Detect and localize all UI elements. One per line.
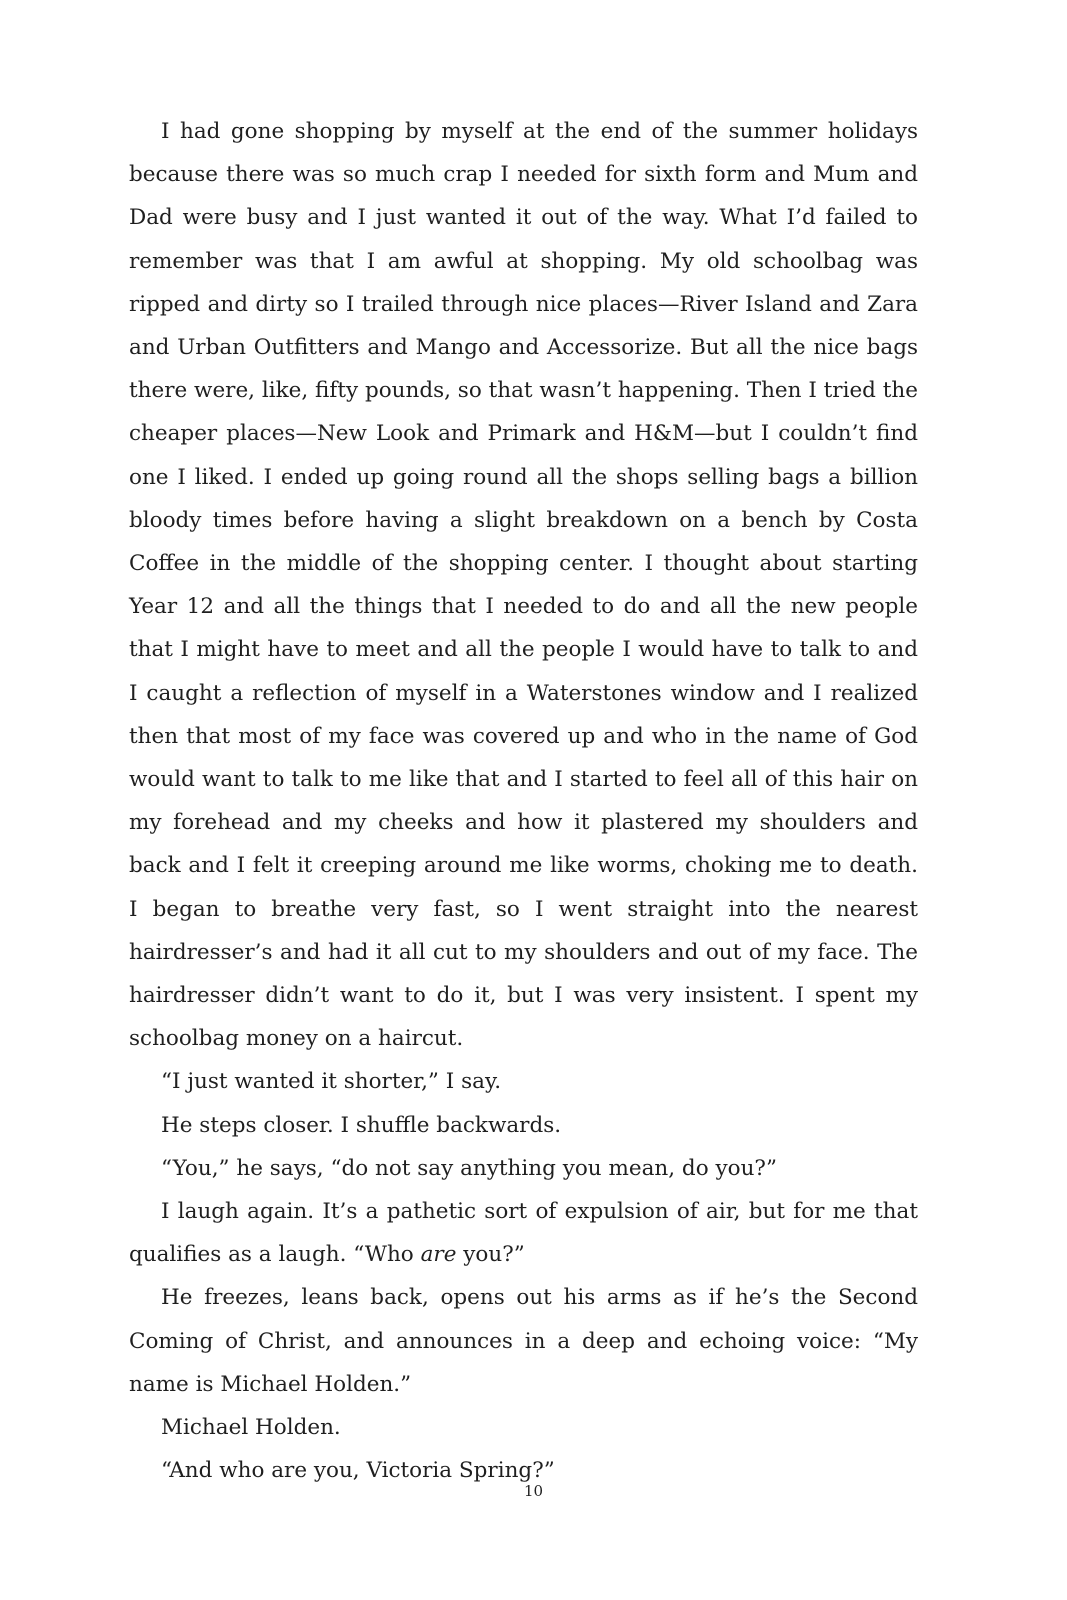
paragraph-6: He freezes, leans back, opens out his arms as if he’s the Second Coming of Christ, and announces in a deep and echoing voice: “My name is Michael Holden.”: [129, 1285, 918, 1397]
paragraph-4: “You,” he says, “do not say anything you mean, do you?”: [161, 1155, 777, 1181]
paragraph-8: “And who are you, Victoria Spring?”: [161, 1458, 555, 1484]
paragraph-5: [129, 1190, 918, 1276]
paragraph-2: “I just wanted it shorter,” I say.: [161, 1069, 502, 1095]
page-number: 10: [523, 1482, 544, 1500]
paragraph-3: He steps closer. I shuffle backwards.: [161, 1112, 562, 1138]
paragraph-7: Michael Holden.: [161, 1415, 341, 1441]
page-body: [129, 110, 918, 1493]
paragraph-5-emphasis: are: [420, 1242, 457, 1268]
paragraph-5-before: I laugh again. It’s a pathetic sort of expulsion of air, but for me that qualifies as a laugh. “Who: [129, 1199, 918, 1268]
paragraph-5-after: you?”: [456, 1242, 525, 1268]
paragraph-1: I had gone shopping by myself at the end of the summer holidays because there was so much crap I needed for sixth form and Mum and Dad were busy and I just wanted it out of the way. What I’d failed to remember was that I am awful at shopping. My old schoolbag was ripped and dirty so I trailed through nice places—River Island and Zara and Urban Outfitters and Mango and Accessorize. But all the nice bags there were, like, fifty pounds, so that wasn’t happening. Then I tried the cheaper places—New Look and Primark and H&M—but I couldn’t find one I liked. I ended up going round all the shops selling bags a billion bloody times before having a slight breakdown on a bench by Costa Coffee in the middle of the shopping center. I thought about starting Year 12 and all the things that I needed to do and all the new people that I might have to meet and all the people I would have to talk to and I caught a reflection of myself in a Waterstones window and I realized then that most of my face was covered up and who in the name of God would want to talk to me like that and I started to feel all of this hair on my forehead and my cheeks and how it plastered my shoulders and back and I felt it creeping around me like worms, choking me to death. I began to breathe very fast, so I went straight into the nearest hairdresser’s and had it all cut to my shoulders and out of my face. The hairdresser didn’t want to do it, but I was very insistent. I spent my schoolbag money on a haircut.: [129, 119, 918, 1052]
